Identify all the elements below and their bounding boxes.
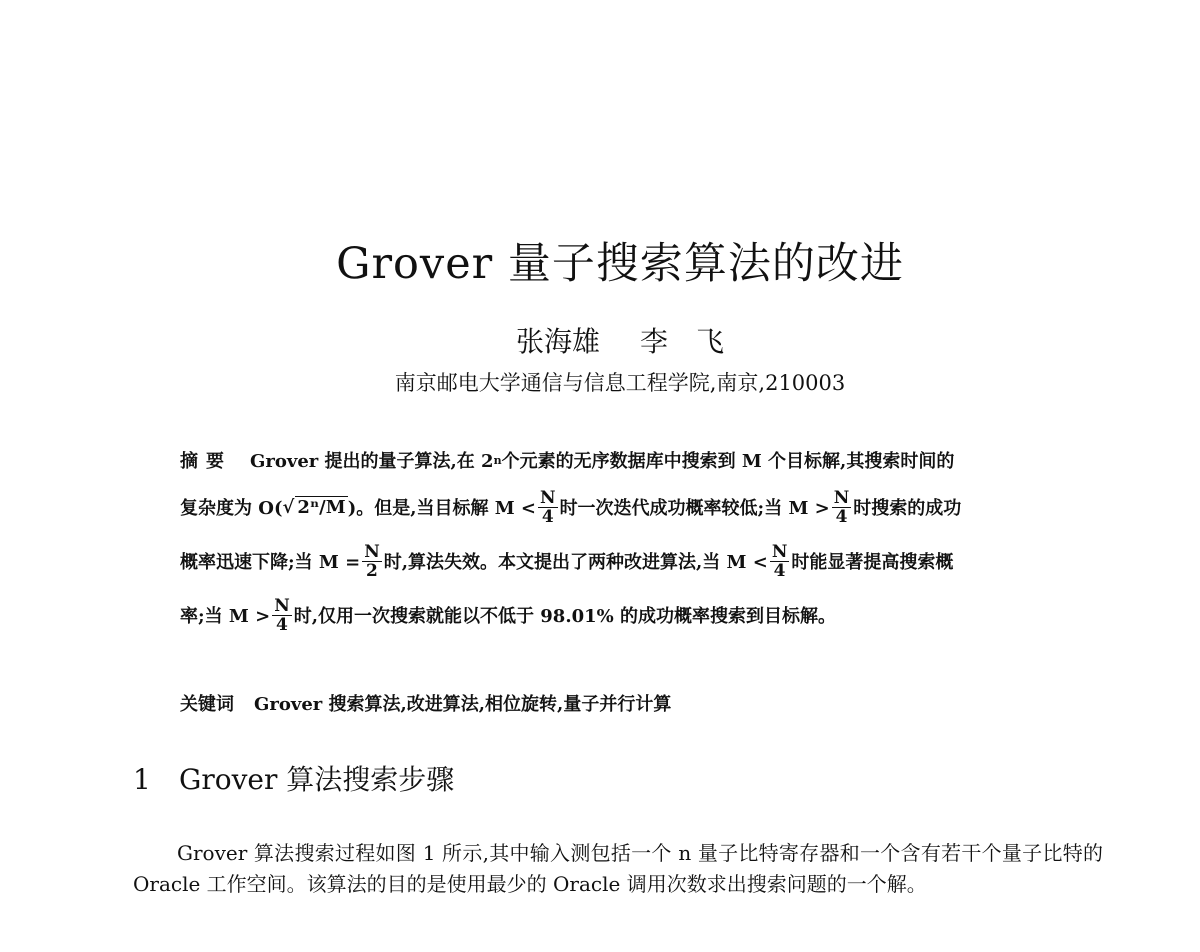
fraction-denominator: 4 (835, 506, 848, 527)
section-title: Grover 算法搜索步骤 (179, 763, 455, 796)
author-list (0, 322, 1200, 362)
fraction (362, 543, 382, 580)
abstract-line (180, 480, 1060, 534)
abstract-text: 率;当 M > (180, 606, 271, 627)
section-heading (133, 756, 454, 804)
fraction-numerator: N (274, 595, 290, 616)
keywords-label: 关键词 (180, 694, 234, 715)
author-name: 李 飞 (640, 325, 725, 358)
paragraph-text: Grover 算法搜索过程如图 1 所示,其中输入测包括一个 n 量子比特寄存器和一个含有若干个量子比特的 Oracle 工作空间。该算法的目的是使用最少的 Oracle 调用次数求出搜索问题的一个解。 (133, 841, 1103, 896)
paper-title: Grover 量子搜索算法的改进 (336, 239, 904, 289)
abstract-line (180, 440, 1060, 480)
abstract-text: 复杂度为 O( (180, 498, 283, 519)
keywords (180, 690, 671, 716)
fraction-denominator: 4 (276, 614, 288, 635)
abstract-line (180, 534, 1060, 588)
abstract (180, 440, 1060, 642)
abstract-text: 时能显著提高搜索概 (791, 552, 954, 573)
abstract-text: 时一次迭代成功概率较低;当 M > (559, 498, 830, 519)
abstract-text: 时,仅用一次搜索就能以不低于 98.01% 的成功概率搜索到目标解。 (293, 606, 836, 627)
fraction-numerator: N (540, 487, 556, 508)
fraction-denominator: 2 (366, 560, 378, 581)
fraction (832, 489, 852, 526)
abstract-text: 个元素的无序数据库中搜索到 M 个目标解,其搜索时间的 (501, 451, 955, 472)
author-name: 张海雄 (515, 325, 600, 358)
section-number: 1 (133, 763, 151, 796)
body-paragraph (133, 838, 1103, 900)
fraction-denominator: 4 (541, 506, 554, 527)
affiliation: 南京邮电大学通信与信息工程学院,南京,210003 (394, 371, 846, 395)
fraction-numerator: N (833, 487, 850, 508)
fraction-numerator: N (771, 541, 788, 562)
fraction (770, 543, 790, 580)
keywords-text: Grover 搜索算法,改进算法,相位旋转,量子并行计算 (254, 694, 672, 715)
abstract-text: Grover 提出的量子算法,在 2 (250, 451, 494, 472)
fraction-numerator: N (364, 541, 380, 562)
abstract-text: 时搜索的成功 (853, 498, 962, 519)
superscript: n (493, 453, 502, 467)
sqrt-symbol: √ (282, 496, 295, 518)
fraction-denominator: 4 (773, 560, 786, 581)
abstract-text: 概率迅速下降;当 M = (180, 552, 361, 573)
abstract-label: 摘要 (180, 451, 232, 472)
abstract-text: )。但是,当目标解 M < (347, 498, 537, 519)
fraction (272, 597, 292, 634)
abstract-text: 时,算法失效。本文提出了两种改进算法,当 M < (383, 552, 768, 573)
sqrt-body: 2ⁿ/M (297, 497, 346, 518)
abstract-line (180, 588, 1060, 642)
fraction (538, 489, 558, 526)
